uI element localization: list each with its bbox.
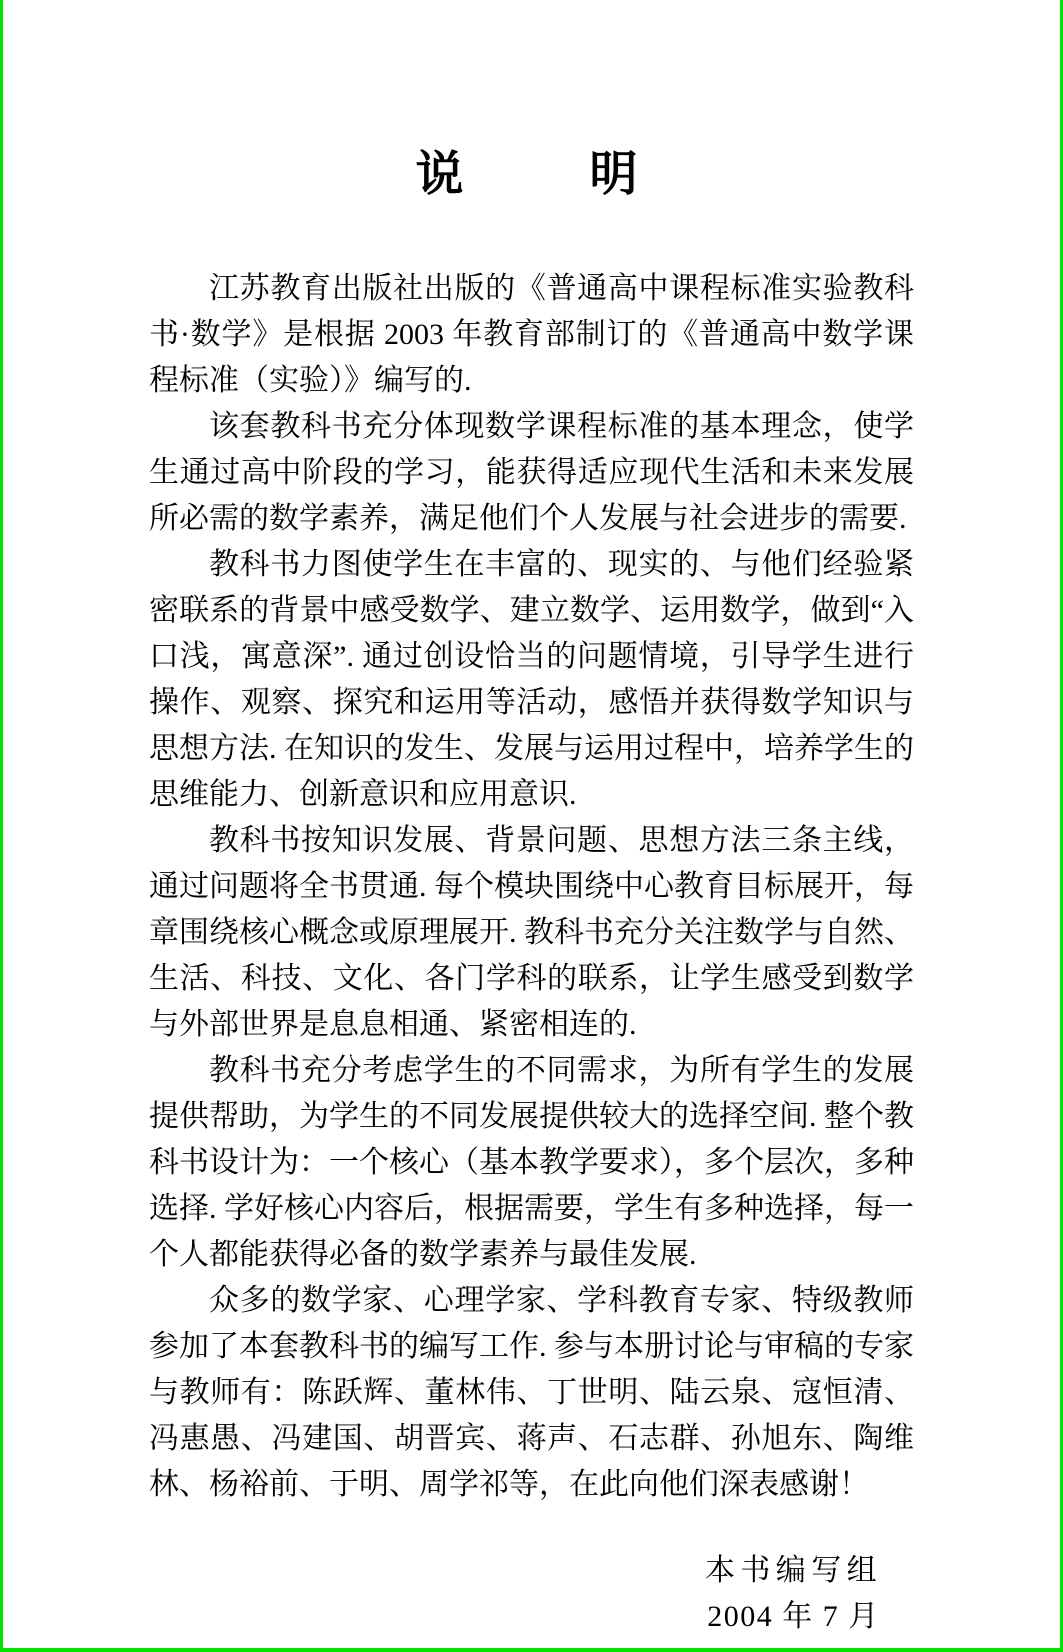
date: 2004 年 7 月 xyxy=(707,1599,880,1633)
paragraph: 该套教科书充分体现数学课程标准的基本理念，使学生通过高中阶段的学习，能获得适应现代生活和未来发展所必需的数学素养，满足他们个人发展与社会进步的需要. xyxy=(149,409,914,535)
page-content xyxy=(3,0,1060,1640)
signoff-inner xyxy=(705,1548,882,1640)
paragraph: 江苏教育出版社出版的《普通高中课程标准实验教科书·数学》是根据 2003 年教育部制订的《普通高中数学课程标准（实验）》编写的. xyxy=(149,271,914,397)
signoff-block xyxy=(149,1548,914,1640)
page-title: 说 明 xyxy=(415,148,648,201)
paragraph: 教科书充分考虑学生的不同需求，为所有学生的发展提供帮助，为学生的不同发展提供较大的选择空间. 整个教科书设计为：一个核心（基本教学要求），多个层次，多种选择. 学好核心内容后，根据需要，学生有多种选择，每一个人都能获得必备的数学素养与最佳发展. xyxy=(149,1053,914,1271)
paragraph: 教科书按知识发展、背景问题、思想方法三条主线，通过问题将全书贯通. 每个模块围绕中心教育目标展开，每章围绕核心概念或原理展开. 教科书充分关注数学与自然、生活、科技、文化、各门学科的联系，让学生感受到数学与外部世界是息息相通、紧密相连的. xyxy=(149,823,914,1041)
paragraph: 众多的数学家、心理学家、学科教育专家、特级教师参加了本套教科书的编写工作. 参与本册讨论与审稿的专家与教师有：陈跃辉、董林伟、丁世明、陆云泉、寇恒清、冯惠愚、冯建国、胡晋宾、蒋声、石志群、孙旭东、陶维林、杨裕前、于明、周学祁等，在此向他们深表感谢！ xyxy=(149,1283,914,1501)
body-text xyxy=(149,266,914,1508)
paragraph: 教科书力图使学生在丰富的、现实的、与他们经验紧密联系的背景中感受数学、建立数学、运用数学，做到“入口浅，寓意深”. 通过创设恰当的问题情境，引导学生进行操作、观察、探究和运用等活动，感悟并获得数学知识与思想方法. 在知识的发生、发展与运用过程中，培养学生的思维能力、创新意识和应用意识. xyxy=(149,547,914,811)
signature: 本书编写组 xyxy=(705,1553,882,1587)
